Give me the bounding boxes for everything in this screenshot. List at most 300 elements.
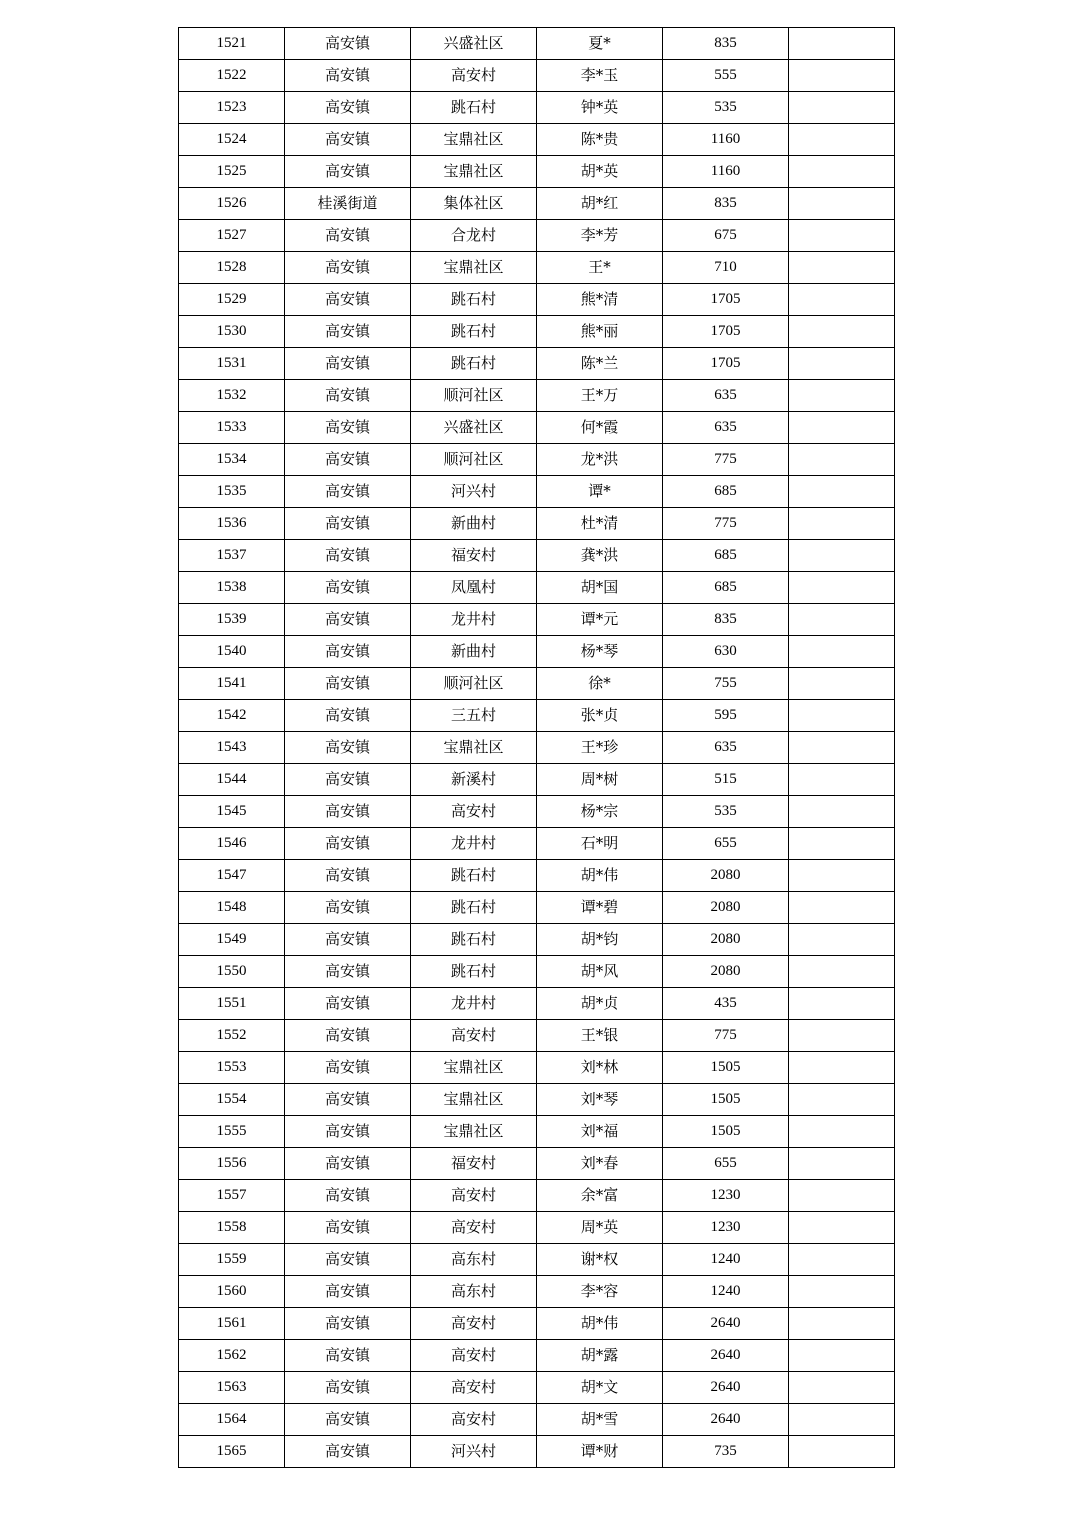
remark-cell — [789, 1244, 895, 1276]
remark-cell — [789, 764, 895, 796]
town-cell: 高安镇 — [285, 956, 411, 988]
remark-cell — [789, 28, 895, 60]
amount-cell: 1240 — [663, 1244, 789, 1276]
serial-cell: 1534 — [179, 444, 285, 476]
amount-cell: 685 — [663, 572, 789, 604]
name-cell: 陈*兰 — [537, 348, 663, 380]
town-cell: 高安镇 — [285, 412, 411, 444]
town-cell: 高安镇 — [285, 348, 411, 380]
town-cell: 高安镇 — [285, 1116, 411, 1148]
remark-cell — [789, 1084, 895, 1116]
town-cell: 高安镇 — [285, 316, 411, 348]
serial-cell: 1523 — [179, 92, 285, 124]
amount-cell: 685 — [663, 476, 789, 508]
table-body — [179, 28, 895, 1468]
community-cell: 集体社区 — [411, 188, 537, 220]
name-cell: 胡*文 — [537, 1372, 663, 1404]
amount-cell: 1160 — [663, 124, 789, 156]
name-cell: 谭*碧 — [537, 892, 663, 924]
table-row — [179, 412, 895, 444]
serial-cell: 1543 — [179, 732, 285, 764]
remark-cell — [789, 604, 895, 636]
name-cell: 张*贞 — [537, 700, 663, 732]
name-cell: 熊*丽 — [537, 316, 663, 348]
amount-cell: 835 — [663, 604, 789, 636]
name-cell: 钟*英 — [537, 92, 663, 124]
remark-cell — [789, 412, 895, 444]
name-cell: 谭*元 — [537, 604, 663, 636]
serial-cell: 1560 — [179, 1276, 285, 1308]
community-cell: 河兴村 — [411, 1436, 537, 1468]
amount-cell: 675 — [663, 220, 789, 252]
serial-cell: 1558 — [179, 1212, 285, 1244]
name-cell: 李*芳 — [537, 220, 663, 252]
serial-cell: 1524 — [179, 124, 285, 156]
serial-cell: 1554 — [179, 1084, 285, 1116]
serial-cell: 1538 — [179, 572, 285, 604]
table-row — [179, 1244, 895, 1276]
community-cell: 顺河社区 — [411, 444, 537, 476]
remark-cell — [789, 1180, 895, 1212]
table-row — [179, 508, 895, 540]
town-cell: 高安镇 — [285, 60, 411, 92]
name-cell: 刘*琴 — [537, 1084, 663, 1116]
community-cell: 高安村 — [411, 1404, 537, 1436]
community-cell: 高东村 — [411, 1244, 537, 1276]
serial-cell: 1540 — [179, 636, 285, 668]
name-cell: 胡*英 — [537, 156, 663, 188]
amount-cell: 1505 — [663, 1116, 789, 1148]
town-cell: 高安镇 — [285, 924, 411, 956]
name-cell: 杨*宗 — [537, 796, 663, 828]
table-row — [179, 668, 895, 700]
amount-cell: 775 — [663, 444, 789, 476]
remark-cell — [789, 732, 895, 764]
remark-cell — [789, 444, 895, 476]
table-row — [179, 604, 895, 636]
remark-cell — [789, 892, 895, 924]
table-row — [179, 1372, 895, 1404]
table-row — [179, 1340, 895, 1372]
town-cell: 高安镇 — [285, 668, 411, 700]
amount-cell: 710 — [663, 252, 789, 284]
town-cell: 高安镇 — [285, 1148, 411, 1180]
serial-cell: 1522 — [179, 60, 285, 92]
serial-cell: 1555 — [179, 1116, 285, 1148]
town-cell: 高安镇 — [285, 28, 411, 60]
remark-cell — [789, 956, 895, 988]
serial-cell: 1563 — [179, 1372, 285, 1404]
remark-cell — [789, 188, 895, 220]
community-cell: 宝鼎社区 — [411, 156, 537, 188]
table-row — [179, 92, 895, 124]
amount-cell: 735 — [663, 1436, 789, 1468]
remark-cell — [789, 1372, 895, 1404]
community-cell: 福安村 — [411, 1148, 537, 1180]
community-cell: 高安村 — [411, 60, 537, 92]
community-cell: 新曲村 — [411, 508, 537, 540]
remark-cell — [789, 1020, 895, 1052]
town-cell: 高安镇 — [285, 796, 411, 828]
town-cell: 高安镇 — [285, 988, 411, 1020]
remark-cell — [789, 348, 895, 380]
community-cell: 高东村 — [411, 1276, 537, 1308]
town-cell: 高安镇 — [285, 1084, 411, 1116]
name-cell: 周*英 — [537, 1212, 663, 1244]
community-cell: 跳石村 — [411, 956, 537, 988]
amount-cell: 1230 — [663, 1180, 789, 1212]
table-row — [179, 124, 895, 156]
amount-cell: 555 — [663, 60, 789, 92]
name-cell: 胡*红 — [537, 188, 663, 220]
serial-cell: 1556 — [179, 1148, 285, 1180]
serial-cell: 1533 — [179, 412, 285, 444]
community-cell: 跳石村 — [411, 924, 537, 956]
name-cell: 谢*权 — [537, 1244, 663, 1276]
serial-cell: 1550 — [179, 956, 285, 988]
town-cell: 高安镇 — [285, 380, 411, 412]
community-cell: 跳石村 — [411, 284, 537, 316]
serial-cell: 1531 — [179, 348, 285, 380]
amount-cell: 685 — [663, 540, 789, 572]
amount-cell: 755 — [663, 668, 789, 700]
name-cell: 熊*清 — [537, 284, 663, 316]
amount-cell: 1705 — [663, 284, 789, 316]
town-cell: 高安镇 — [285, 572, 411, 604]
name-cell: 刘*春 — [537, 1148, 663, 1180]
remark-cell — [789, 284, 895, 316]
remark-cell — [789, 540, 895, 572]
town-cell: 高安镇 — [285, 1244, 411, 1276]
serial-cell: 1536 — [179, 508, 285, 540]
community-cell: 兴盛社区 — [411, 28, 537, 60]
table-row — [179, 1116, 895, 1148]
table-row — [179, 572, 895, 604]
remark-cell — [789, 828, 895, 860]
name-cell: 胡*伟 — [537, 1308, 663, 1340]
amount-cell: 655 — [663, 1148, 789, 1180]
serial-cell: 1553 — [179, 1052, 285, 1084]
table-row — [179, 1052, 895, 1084]
community-cell: 跳石村 — [411, 860, 537, 892]
town-cell: 高安镇 — [285, 1436, 411, 1468]
table-row — [179, 316, 895, 348]
community-cell: 宝鼎社区 — [411, 1084, 537, 1116]
amount-cell: 2640 — [663, 1404, 789, 1436]
community-cell: 高安村 — [411, 1180, 537, 1212]
community-cell: 龙井村 — [411, 604, 537, 636]
name-cell: 夏* — [537, 28, 663, 60]
remark-cell — [789, 700, 895, 732]
amount-cell: 1160 — [663, 156, 789, 188]
amount-cell: 630 — [663, 636, 789, 668]
remark-cell — [789, 508, 895, 540]
name-cell: 刘*林 — [537, 1052, 663, 1084]
town-cell: 高安镇 — [285, 860, 411, 892]
serial-cell: 1526 — [179, 188, 285, 220]
name-cell: 龙*洪 — [537, 444, 663, 476]
name-cell: 胡*雪 — [537, 1404, 663, 1436]
name-cell: 石*明 — [537, 828, 663, 860]
amount-cell: 635 — [663, 732, 789, 764]
town-cell: 高安镇 — [285, 1340, 411, 1372]
table-row — [179, 60, 895, 92]
remark-cell — [789, 1404, 895, 1436]
serial-cell: 1564 — [179, 1404, 285, 1436]
remark-cell — [789, 988, 895, 1020]
table-row — [179, 924, 895, 956]
remark-cell — [789, 1116, 895, 1148]
table-row — [179, 444, 895, 476]
remark-cell — [789, 572, 895, 604]
table-row — [179, 1308, 895, 1340]
table-row — [179, 828, 895, 860]
town-cell: 高安镇 — [285, 508, 411, 540]
amount-cell: 835 — [663, 188, 789, 220]
amount-cell: 2640 — [663, 1372, 789, 1404]
serial-cell: 1559 — [179, 1244, 285, 1276]
community-cell: 跳石村 — [411, 892, 537, 924]
name-cell: 胡*伟 — [537, 860, 663, 892]
remark-cell — [789, 476, 895, 508]
serial-cell: 1529 — [179, 284, 285, 316]
name-cell: 陈*贵 — [537, 124, 663, 156]
table-row — [179, 28, 895, 60]
serial-cell: 1565 — [179, 1436, 285, 1468]
name-cell: 杜*清 — [537, 508, 663, 540]
serial-cell: 1542 — [179, 700, 285, 732]
community-cell: 宝鼎社区 — [411, 252, 537, 284]
town-cell: 高安镇 — [285, 252, 411, 284]
table-row — [179, 1404, 895, 1436]
town-cell: 高安镇 — [285, 1404, 411, 1436]
community-cell: 宝鼎社区 — [411, 732, 537, 764]
table-row — [179, 700, 895, 732]
serial-cell: 1532 — [179, 380, 285, 412]
remark-cell — [789, 124, 895, 156]
community-cell: 高安村 — [411, 1020, 537, 1052]
remark-cell — [789, 860, 895, 892]
town-cell: 高安镇 — [285, 1180, 411, 1212]
community-cell: 龙井村 — [411, 828, 537, 860]
town-cell: 高安镇 — [285, 156, 411, 188]
town-cell: 高安镇 — [285, 700, 411, 732]
remark-cell — [789, 252, 895, 284]
amount-cell: 535 — [663, 92, 789, 124]
community-cell: 高安村 — [411, 1340, 537, 1372]
community-cell: 宝鼎社区 — [411, 124, 537, 156]
name-cell: 龚*洪 — [537, 540, 663, 572]
remark-cell — [789, 92, 895, 124]
amount-cell: 595 — [663, 700, 789, 732]
town-cell: 高安镇 — [285, 444, 411, 476]
table-row — [179, 540, 895, 572]
community-cell: 三五村 — [411, 700, 537, 732]
name-cell: 谭*财 — [537, 1436, 663, 1468]
name-cell: 余*富 — [537, 1180, 663, 1212]
amount-cell: 1705 — [663, 348, 789, 380]
name-cell: 李*玉 — [537, 60, 663, 92]
remark-cell — [789, 924, 895, 956]
serial-cell: 1537 — [179, 540, 285, 572]
table-row — [179, 764, 895, 796]
serial-cell: 1551 — [179, 988, 285, 1020]
community-cell: 跳石村 — [411, 348, 537, 380]
community-cell: 顺河社区 — [411, 668, 537, 700]
table-row — [179, 796, 895, 828]
name-cell: 胡*露 — [537, 1340, 663, 1372]
table-row — [179, 988, 895, 1020]
table-row — [179, 284, 895, 316]
table-row — [179, 1148, 895, 1180]
community-cell: 龙井村 — [411, 988, 537, 1020]
table-row — [179, 636, 895, 668]
town-cell: 高安镇 — [285, 92, 411, 124]
serial-cell: 1541 — [179, 668, 285, 700]
community-cell: 跳石村 — [411, 316, 537, 348]
remark-cell — [789, 1276, 895, 1308]
community-cell: 合龙村 — [411, 220, 537, 252]
serial-cell: 1530 — [179, 316, 285, 348]
name-cell: 李*容 — [537, 1276, 663, 1308]
name-cell: 王* — [537, 252, 663, 284]
table-row — [179, 1020, 895, 1052]
town-cell: 高安镇 — [285, 636, 411, 668]
community-cell: 高安村 — [411, 1308, 537, 1340]
serial-cell: 1547 — [179, 860, 285, 892]
serial-cell: 1557 — [179, 1180, 285, 1212]
amount-cell: 635 — [663, 380, 789, 412]
remark-cell — [789, 796, 895, 828]
amount-cell: 1505 — [663, 1052, 789, 1084]
remark-cell — [789, 1052, 895, 1084]
amount-cell: 2080 — [663, 860, 789, 892]
remark-cell — [789, 668, 895, 700]
amount-cell: 2080 — [663, 924, 789, 956]
remark-cell — [789, 636, 895, 668]
table-row — [179, 1180, 895, 1212]
table-row — [179, 188, 895, 220]
table-row — [179, 732, 895, 764]
remark-cell — [789, 60, 895, 92]
serial-cell: 1548 — [179, 892, 285, 924]
community-cell: 新曲村 — [411, 636, 537, 668]
amount-cell: 775 — [663, 1020, 789, 1052]
town-cell: 高安镇 — [285, 1212, 411, 1244]
amount-cell: 435 — [663, 988, 789, 1020]
community-cell: 宝鼎社区 — [411, 1052, 537, 1084]
serial-cell: 1539 — [179, 604, 285, 636]
town-cell: 高安镇 — [285, 828, 411, 860]
town-cell: 高安镇 — [285, 284, 411, 316]
community-cell: 福安村 — [411, 540, 537, 572]
name-cell: 谭* — [537, 476, 663, 508]
remark-cell — [789, 1212, 895, 1244]
community-cell: 凤凰村 — [411, 572, 537, 604]
amount-cell: 1230 — [663, 1212, 789, 1244]
table-row — [179, 956, 895, 988]
serial-cell: 1535 — [179, 476, 285, 508]
serial-cell: 1546 — [179, 828, 285, 860]
table-row — [179, 348, 895, 380]
town-cell: 高安镇 — [285, 540, 411, 572]
remark-cell — [789, 1308, 895, 1340]
table-row — [179, 156, 895, 188]
name-cell: 刘*福 — [537, 1116, 663, 1148]
town-cell: 高安镇 — [285, 764, 411, 796]
town-cell: 高安镇 — [285, 1052, 411, 1084]
amount-cell: 2080 — [663, 956, 789, 988]
name-cell: 胡*风 — [537, 956, 663, 988]
amount-cell: 2640 — [663, 1308, 789, 1340]
table-row — [179, 892, 895, 924]
table-row — [179, 1212, 895, 1244]
town-cell: 高安镇 — [285, 124, 411, 156]
serial-cell: 1544 — [179, 764, 285, 796]
table-row — [179, 1276, 895, 1308]
amount-cell: 1240 — [663, 1276, 789, 1308]
serial-cell: 1525 — [179, 156, 285, 188]
amount-cell: 535 — [663, 796, 789, 828]
table-row — [179, 252, 895, 284]
community-cell: 高安村 — [411, 1372, 537, 1404]
community-cell: 顺河社区 — [411, 380, 537, 412]
community-cell: 高安村 — [411, 1212, 537, 1244]
data-table — [178, 27, 895, 1468]
remark-cell — [789, 380, 895, 412]
amount-cell: 2080 — [663, 892, 789, 924]
town-cell: 高安镇 — [285, 220, 411, 252]
town-cell: 高安镇 — [285, 732, 411, 764]
serial-cell: 1545 — [179, 796, 285, 828]
town-cell: 高安镇 — [285, 1372, 411, 1404]
community-cell: 河兴村 — [411, 476, 537, 508]
name-cell: 胡*贞 — [537, 988, 663, 1020]
community-cell: 宝鼎社区 — [411, 1116, 537, 1148]
table-row — [179, 1084, 895, 1116]
remark-cell — [789, 156, 895, 188]
amount-cell: 655 — [663, 828, 789, 860]
name-cell: 徐* — [537, 668, 663, 700]
amount-cell: 515 — [663, 764, 789, 796]
name-cell: 王*万 — [537, 380, 663, 412]
name-cell: 胡*钧 — [537, 924, 663, 956]
town-cell: 高安镇 — [285, 604, 411, 636]
table-row — [179, 860, 895, 892]
name-cell: 胡*国 — [537, 572, 663, 604]
name-cell: 王*珍 — [537, 732, 663, 764]
name-cell: 王*银 — [537, 1020, 663, 1052]
town-cell: 高安镇 — [285, 1276, 411, 1308]
town-cell: 桂溪街道 — [285, 188, 411, 220]
serial-cell: 1552 — [179, 1020, 285, 1052]
remark-cell — [789, 1340, 895, 1372]
name-cell: 杨*琴 — [537, 636, 663, 668]
table-row — [179, 1436, 895, 1468]
community-cell: 新溪村 — [411, 764, 537, 796]
community-cell: 高安村 — [411, 796, 537, 828]
town-cell: 高安镇 — [285, 1308, 411, 1340]
name-cell: 周*树 — [537, 764, 663, 796]
serial-cell: 1561 — [179, 1308, 285, 1340]
remark-cell — [789, 316, 895, 348]
town-cell: 高安镇 — [285, 892, 411, 924]
remark-cell — [789, 1148, 895, 1180]
serial-cell: 1521 — [179, 28, 285, 60]
remark-cell — [789, 1436, 895, 1468]
amount-cell: 775 — [663, 508, 789, 540]
amount-cell: 1505 — [663, 1084, 789, 1116]
